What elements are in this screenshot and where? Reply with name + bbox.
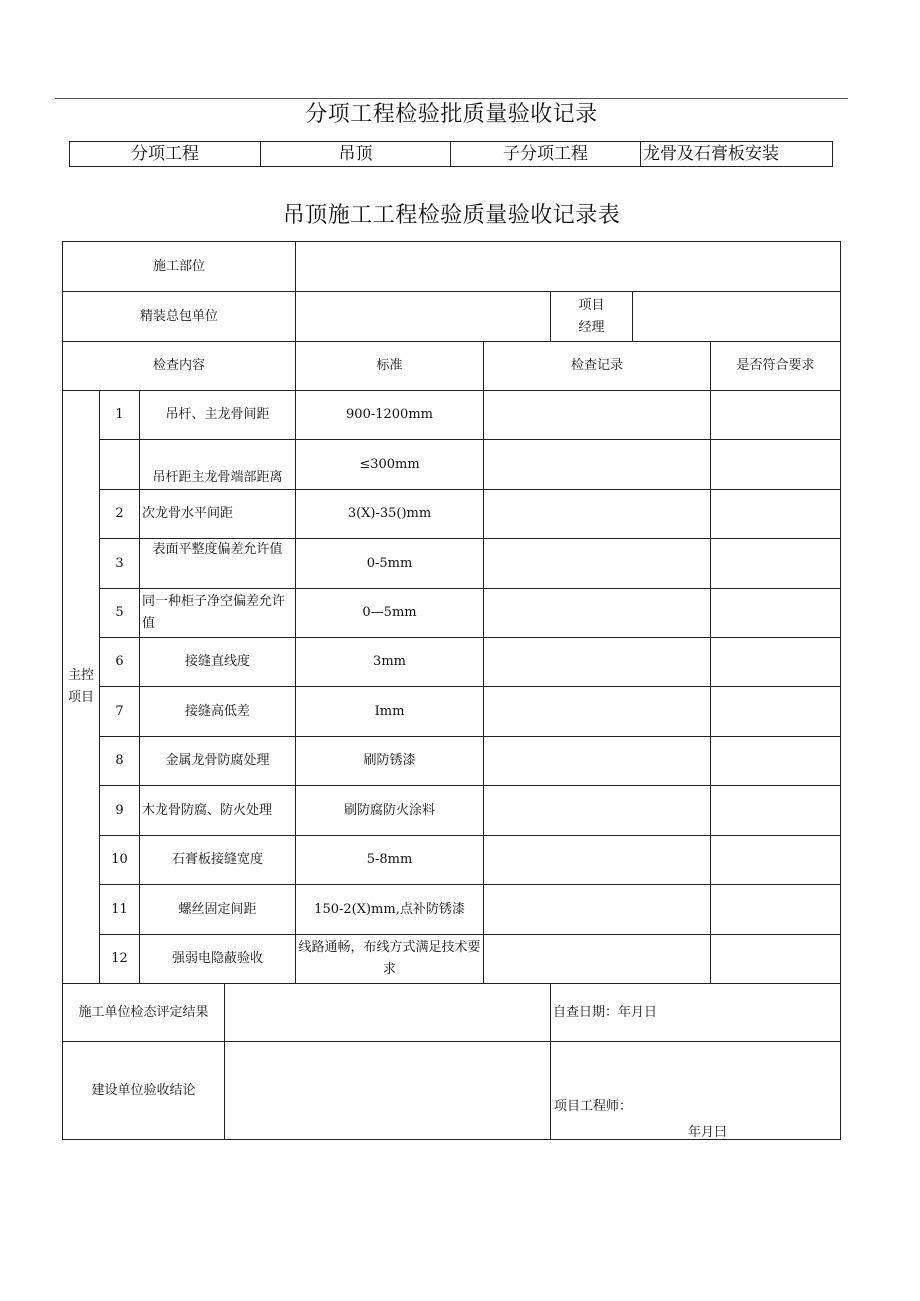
header-record: 检查记录 (484, 342, 711, 391)
location-label: 施工部位 (63, 242, 296, 292)
table-row (63, 836, 841, 885)
row-standard: 3(X)-35()mm (296, 490, 484, 539)
row-record[interactable] (484, 836, 711, 885)
row-number: 12 (100, 935, 140, 984)
acceptance-row (63, 1042, 841, 1140)
row-standard: 刷防腐防火涂料 (296, 786, 484, 836)
row-compliance[interactable] (711, 440, 841, 490)
acceptance-label: 建设单位验收结论 (63, 1042, 225, 1140)
manager-label-line1: 项目 (578, 297, 605, 313)
row-record[interactable] (484, 687, 711, 737)
row-record[interactable] (484, 786, 711, 836)
row-item: 接缝高低差 (140, 687, 296, 737)
row-compliance[interactable] (711, 589, 841, 638)
sub-project-value: 吊顶 (261, 142, 451, 167)
self-check-date: 自查日期：年月日 (551, 984, 841, 1042)
row-standard: ≤300mm (296, 440, 484, 490)
location-row (63, 242, 841, 292)
main-control-group-label (63, 391, 100, 984)
sub-project-header-row (70, 142, 833, 167)
row-record[interactable] (484, 490, 711, 539)
location-value[interactable] (296, 242, 841, 292)
row-standard: 150-2(X)mm,点补防锈漆 (296, 885, 484, 935)
row-compliance[interactable] (711, 638, 841, 687)
row-record[interactable] (484, 440, 711, 490)
header-compliance: 是否符合要求 (711, 342, 841, 391)
top-rule (55, 98, 848, 99)
row-number: 1 (100, 391, 140, 440)
row-compliance[interactable] (711, 786, 841, 836)
header-standard: 标准 (296, 342, 484, 391)
table-row (63, 737, 841, 786)
row-number: 11 (100, 885, 140, 935)
row-record[interactable] (484, 935, 711, 984)
row-item: 强弱电隐蔽验收 (140, 935, 296, 984)
contractor-value[interactable] (296, 292, 551, 342)
row-number: 10 (100, 836, 140, 885)
row-compliance[interactable] (711, 539, 841, 589)
row-compliance[interactable] (711, 737, 841, 786)
self-check-label: 施工单位检态评定结果 (63, 984, 225, 1042)
row-standard: 0—5mm (296, 589, 484, 638)
row-item: 吊杆距主龙骨端部距离 (140, 440, 296, 490)
table-row (63, 935, 841, 984)
engineer-date: 年月曰 (688, 1125, 728, 1140)
row-item: 木龙骨防腐、防火处理 (140, 786, 296, 836)
row-number: 5 (100, 589, 140, 638)
sub-item-label: 子分项工程 (451, 142, 641, 167)
row-standard: Imm (296, 687, 484, 737)
header-content: 检查内容 (63, 342, 296, 391)
row-item: 石膏板接缝宽度 (140, 836, 296, 885)
manager-label (551, 292, 633, 342)
table-title: 吊顶施工工程检验质量验收记录表 (282, 203, 621, 228)
row-standard: 3mm (296, 638, 484, 687)
row-record[interactable] (484, 737, 711, 786)
row-standard: 0-5mm (296, 539, 484, 589)
inspection-record-table (62, 241, 841, 1140)
row-number: 3 (100, 539, 140, 589)
row-compliance[interactable] (711, 687, 841, 737)
row-standard: 线路通畅，布线方式满足技术要求 (296, 935, 484, 984)
row-number: 2 (100, 490, 140, 539)
row-item: 吊杆、主龙骨间距 (140, 391, 296, 440)
engineer-signature-cell[interactable] (551, 1042, 841, 1140)
row-record[interactable] (484, 638, 711, 687)
contractor-label: 精装总包单位 (63, 292, 296, 342)
row-item: 接缝直线度 (140, 638, 296, 687)
row-standard: 5-8mm (296, 836, 484, 885)
row-number: 6 (100, 638, 140, 687)
row-item: 次龙骨水平间距 (140, 490, 296, 539)
table-row (63, 638, 841, 687)
row-number: 7 (100, 687, 140, 737)
row-standard: 刷防锈漆 (296, 737, 484, 786)
self-check-row (63, 984, 841, 1042)
table-row (63, 885, 841, 935)
row-record[interactable] (484, 391, 711, 440)
sub-project-label: 分项工程 (70, 142, 261, 167)
row-item: 螺丝固定间距 (140, 885, 296, 935)
row-record[interactable] (484, 589, 711, 638)
row-number: 9 (100, 786, 140, 836)
table-row (63, 440, 841, 490)
row-item: 同一种柜子净空偏差允许值 (140, 589, 296, 638)
acceptance-result[interactable] (225, 1042, 551, 1140)
table-row (63, 687, 841, 737)
row-compliance[interactable] (711, 836, 841, 885)
manager-value[interactable] (633, 292, 841, 342)
self-check-result[interactable] (225, 984, 551, 1042)
manager-label-line2: 经理 (578, 319, 605, 335)
table-row (63, 539, 841, 589)
sub-project-header-table (69, 141, 833, 167)
table-row (63, 589, 841, 638)
contractor-row (63, 292, 841, 342)
row-compliance[interactable] (711, 935, 841, 984)
row-compliance[interactable] (711, 885, 841, 935)
row-record[interactable] (484, 539, 711, 589)
row-record[interactable] (484, 885, 711, 935)
group-label-line2: 项目 (67, 690, 94, 705)
sub-item-value: 龙骨及石膏板安装 (641, 142, 833, 167)
row-item: 表面平整度偏差允许值 (140, 539, 296, 589)
group-label-line1: 主控 (67, 668, 94, 683)
row-item: 金属龙骨防腐处理 (140, 737, 296, 786)
row-compliance[interactable] (711, 391, 841, 440)
table-row (63, 490, 841, 539)
row-number (100, 440, 140, 490)
row-compliance[interactable] (711, 490, 841, 539)
column-header-row (63, 342, 841, 391)
row-standard: 900-1200mm (296, 391, 484, 440)
document-title: 分项工程检验批质量验收记录 (305, 102, 598, 127)
table-row (63, 391, 841, 440)
table-row (63, 786, 841, 836)
engineer-label: 项目工程师： (554, 1099, 633, 1114)
row-number: 8 (100, 737, 140, 786)
